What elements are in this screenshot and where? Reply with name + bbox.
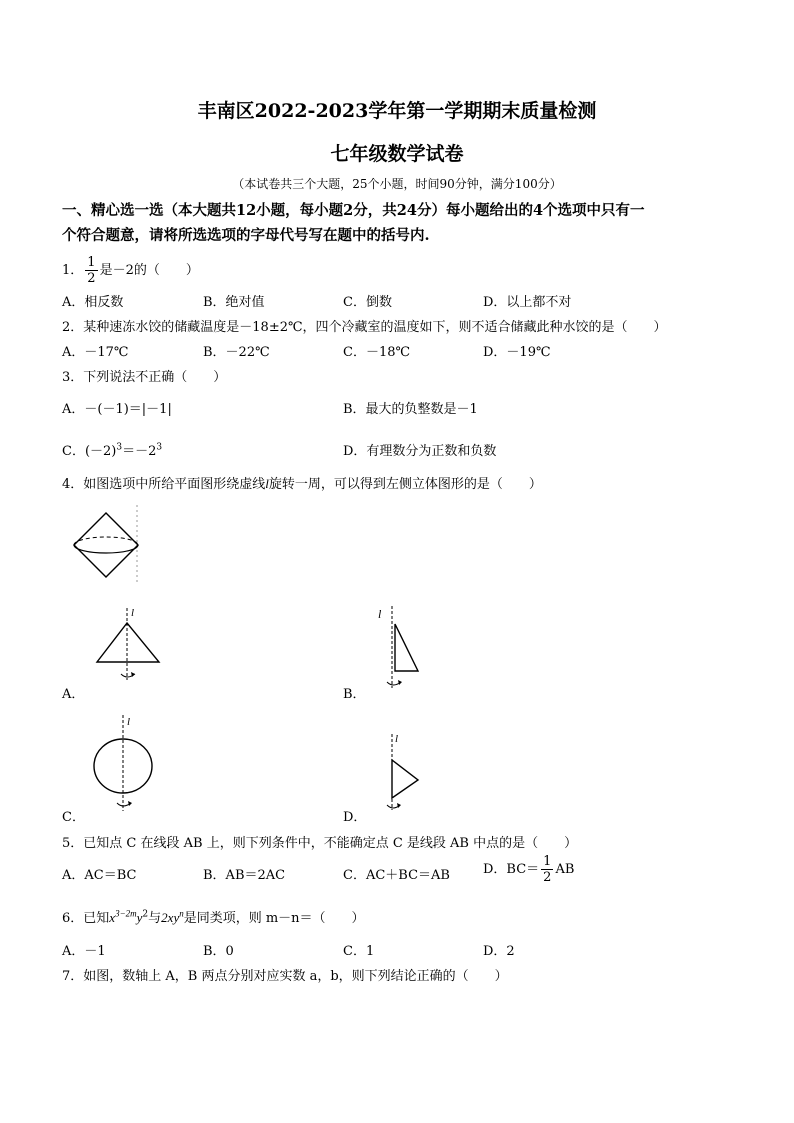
- q6-post: 是同类项，则 m－n＝（ ）: [183, 911, 365, 926]
- q4-option-d-label: D．: [343, 810, 367, 825]
- arrowhead-c: [128, 801, 132, 806]
- paper-note: （本试卷共三个大题，25个小题，时间90分钟，满分100分）: [232, 177, 562, 191]
- q6-option-d: D．2: [483, 944, 515, 959]
- q6-term1-exp: 3−2m: [115, 908, 137, 919]
- q4-text-pre: 4．如图选项中所给平面图形绕虚线: [62, 477, 266, 492]
- axis-label-c: l: [127, 716, 131, 728]
- question-3: 3．下列说法不正确（ ）: [62, 370, 227, 385]
- q1-option-b: B．绝对值: [203, 295, 265, 310]
- section1-line2: 个符合题意，请将所选选项的字母代号写在题中的括号内.: [62, 227, 430, 244]
- triangle-a: [97, 623, 159, 662]
- question-7: 7．如图，数轴上 A，B 两点分别对应实数 a，b，则下列结论正确的（ ）: [62, 969, 508, 984]
- ellipse-front: [74, 545, 138, 553]
- q6-term1-y: y: [136, 910, 143, 925]
- question-2: 2．某种速冻水饺的储藏温度是－18±2℃，四个冷藏室的温度如下，则不适合储藏此种水饺的是（ ）: [62, 320, 667, 335]
- q3-option-a: A．－(－1)＝|－1|: [62, 402, 172, 417]
- q5-optd-num: 1: [543, 854, 552, 869]
- q3-option-c: [62, 440, 162, 459]
- q5-optd-den: 2: [543, 870, 552, 885]
- q1-option-d: D．以上都不对: [483, 295, 572, 310]
- double-cone-figure: [66, 505, 156, 595]
- q4-option-b-label: B．: [343, 687, 366, 702]
- q5-optd-post: AB: [555, 862, 575, 877]
- q6-term1-yexp: 2: [142, 909, 149, 920]
- axis-label-a: l: [131, 607, 135, 619]
- q5-option-d: [483, 855, 574, 884]
- q3-optc-exp1: 3: [116, 442, 123, 453]
- q3-option-b: B．最大的负整数是－1: [343, 402, 478, 417]
- question-1: [62, 256, 199, 285]
- q3-optc-exp2: 3: [156, 442, 163, 453]
- section1-line1: 一、精心选一选（本大题共12小题，每小题2分，共24分）每小题给出的4个选项中只有一: [62, 202, 645, 219]
- q3-optc-mid: ＝－2: [122, 444, 157, 459]
- paper-title: 丰南区2022-2023学年第一学期期末质量检测: [197, 100, 597, 122]
- question-4: [62, 473, 542, 492]
- question-6: [62, 907, 365, 926]
- cone-outline: [74, 513, 138, 577]
- q4-option-a-label: A．: [62, 687, 85, 702]
- triangle-d: [392, 760, 418, 798]
- q2-option-c: C．－18℃: [343, 345, 411, 360]
- q1-frac-den: 2: [87, 271, 96, 286]
- option-b-figure: [375, 604, 435, 690]
- q6-pre: 6．已知: [62, 911, 110, 926]
- q6-term1-base: x: [109, 910, 116, 925]
- q4-text-var: l: [265, 476, 269, 491]
- q5-optd-pre: D．BC＝: [483, 862, 540, 877]
- q4-option-c-label: C．: [62, 810, 85, 825]
- q1-option-c: C．倒数: [343, 295, 392, 310]
- q5-option-a: A．AC＝BC: [62, 868, 137, 883]
- q2-option-b: B．－22℃: [203, 345, 270, 360]
- q6-option-a: A．－1: [62, 944, 106, 959]
- q6-term2-exp: n: [179, 908, 184, 919]
- ellipse-back: [74, 537, 138, 545]
- question-5: 5．已知点 C 在线段 AB 上，则下列条件中，不能确定点 C 是线段 AB 中点的是（ ）: [62, 836, 578, 851]
- option-a-figure: [95, 604, 165, 684]
- q6-option-c: C．1: [343, 944, 375, 959]
- triangle-b: [395, 624, 418, 671]
- q1-number: 1．: [62, 263, 84, 278]
- option-d-figure: [378, 728, 428, 814]
- q1-frac-num: 1: [87, 255, 96, 270]
- q5-option-c: C．AC＋BC＝AB: [343, 868, 450, 883]
- q1-option-a: A．相反数: [62, 295, 124, 310]
- q4-text-post: 旋转一周，可以得到左侧立体图形的是（ ）: [268, 477, 542, 492]
- q6-mid: 与: [148, 911, 162, 926]
- q2-option-a: A．－17℃: [62, 345, 129, 360]
- q6-option-b: B．0: [203, 944, 234, 959]
- q5-optd-fraction: [541, 855, 553, 884]
- q5-option-b: B．AB＝2AC: [203, 868, 286, 883]
- axis-label-b: l: [378, 607, 382, 621]
- q3-optc-prefix: C．(－2): [62, 444, 117, 459]
- q6-term2-base: 2xy: [161, 910, 180, 925]
- q3-option-d: D．有理数分为正数和负数: [343, 444, 497, 459]
- option-c-figure: [92, 713, 162, 813]
- q1-text: 是－2的（ ）: [99, 263, 199, 278]
- paper-subtitle: 七年级数学试卷: [330, 143, 464, 165]
- q1-fraction: [85, 256, 97, 285]
- axis-label-d: l: [395, 733, 399, 745]
- arrowhead-b: [398, 680, 402, 685]
- q2-option-d: D．－19℃: [483, 345, 551, 360]
